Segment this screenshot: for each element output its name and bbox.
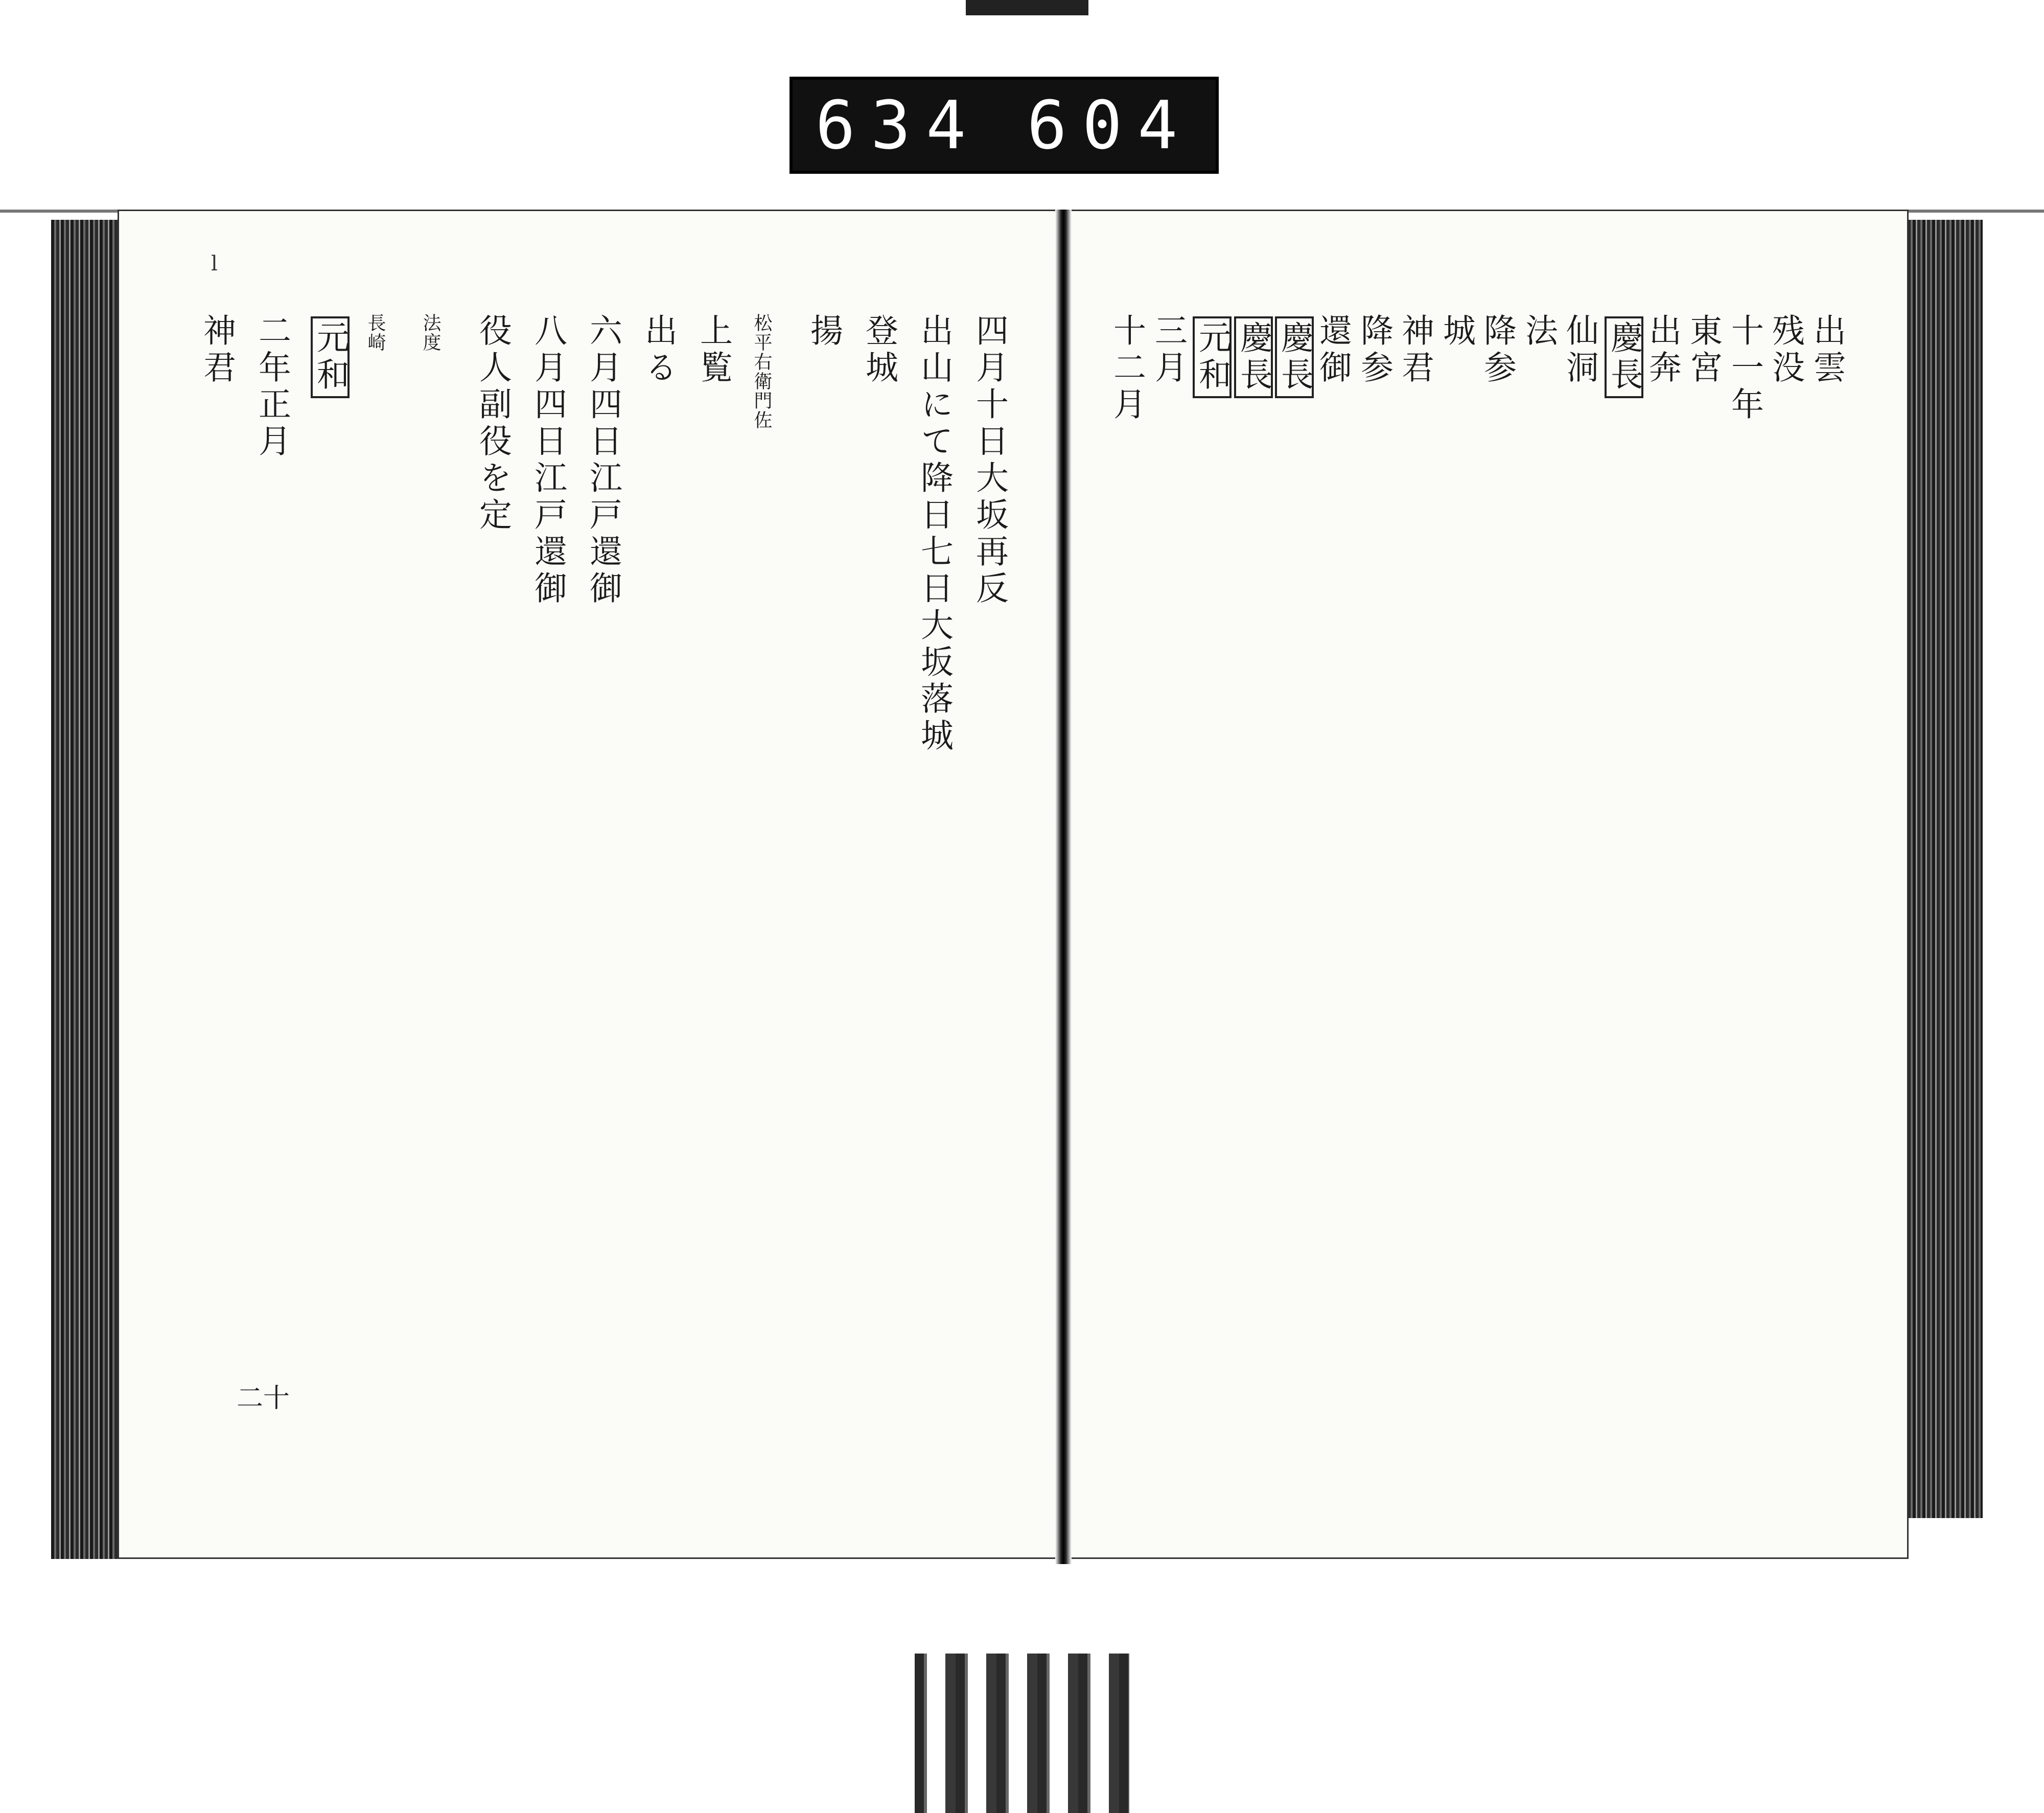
text-column: 役人副役を定 <box>474 313 512 534</box>
book-edge-right <box>1906 220 1983 1518</box>
frame-number-label <box>789 77 1219 174</box>
text-column <box>1605 313 1643 401</box>
text-column: 出雲 <box>1808 313 1846 387</box>
text-column: 降参 <box>1355 313 1393 387</box>
text-column: 神君 <box>1396 313 1434 387</box>
left-page-marker: l <box>211 252 218 276</box>
left-page <box>118 210 1063 1559</box>
bottom-clip-strip <box>915 1654 1129 1813</box>
text-column <box>1193 313 1232 401</box>
text-column <box>1234 313 1273 401</box>
frame-number-right: 604 <box>1027 86 1193 164</box>
text-column: 十一年 <box>1726 313 1763 424</box>
text-column: 降参 <box>1478 313 1516 387</box>
boxed-era-label: 元和 <box>1193 316 1232 398</box>
boxed-era-label: 元和 <box>311 316 350 398</box>
open-book <box>51 210 1983 1564</box>
right-page <box>1065 210 1909 1559</box>
text-column: 出山にて降日七日大坂落城 <box>915 313 953 755</box>
text-column: 東宮 <box>1684 313 1722 387</box>
top-clip-strip <box>966 0 1088 15</box>
text-column: 長崎 <box>365 313 386 352</box>
book-edge-left <box>51 220 123 1559</box>
boxed-era-label: 慶長 <box>1275 316 1314 398</box>
boxed-era-label: 慶長 <box>1605 316 1643 398</box>
text-column: 三月 <box>1149 313 1187 387</box>
left-page-number: 二十 <box>237 1383 290 1414</box>
text-column: 登城 <box>860 313 898 387</box>
text-column: 上覧 <box>694 313 732 387</box>
text-column: 神君 <box>198 313 236 387</box>
text-column: 仙洞 <box>1561 313 1598 387</box>
frame-number-left: 634 <box>815 86 982 164</box>
text-column: 法度 <box>420 313 441 352</box>
text-column: 還御 <box>1314 313 1352 387</box>
text-column: 四月十日大坂再反 <box>970 313 1008 608</box>
text-column: 法 <box>1520 313 1558 350</box>
text-column: 六月四日江戸還御 <box>584 313 622 608</box>
boxed-era-label: 慶長 <box>1234 316 1273 398</box>
text-column: 残没 <box>1767 313 1804 387</box>
text-column: 出奔 <box>1643 313 1681 387</box>
text-column: 十二月 <box>1108 313 1146 424</box>
text-column: 揚 <box>805 313 843 350</box>
text-column <box>1275 313 1314 401</box>
text-column: 城 <box>1437 313 1475 350</box>
text-column: 出る <box>639 313 677 387</box>
text-column: 八月四日江戸還御 <box>529 313 567 608</box>
text-column <box>311 313 350 401</box>
text-column: 二年正月 <box>253 313 291 461</box>
text-column: 松平右衛門佐 <box>751 313 772 430</box>
book-gutter <box>1055 210 1072 1564</box>
